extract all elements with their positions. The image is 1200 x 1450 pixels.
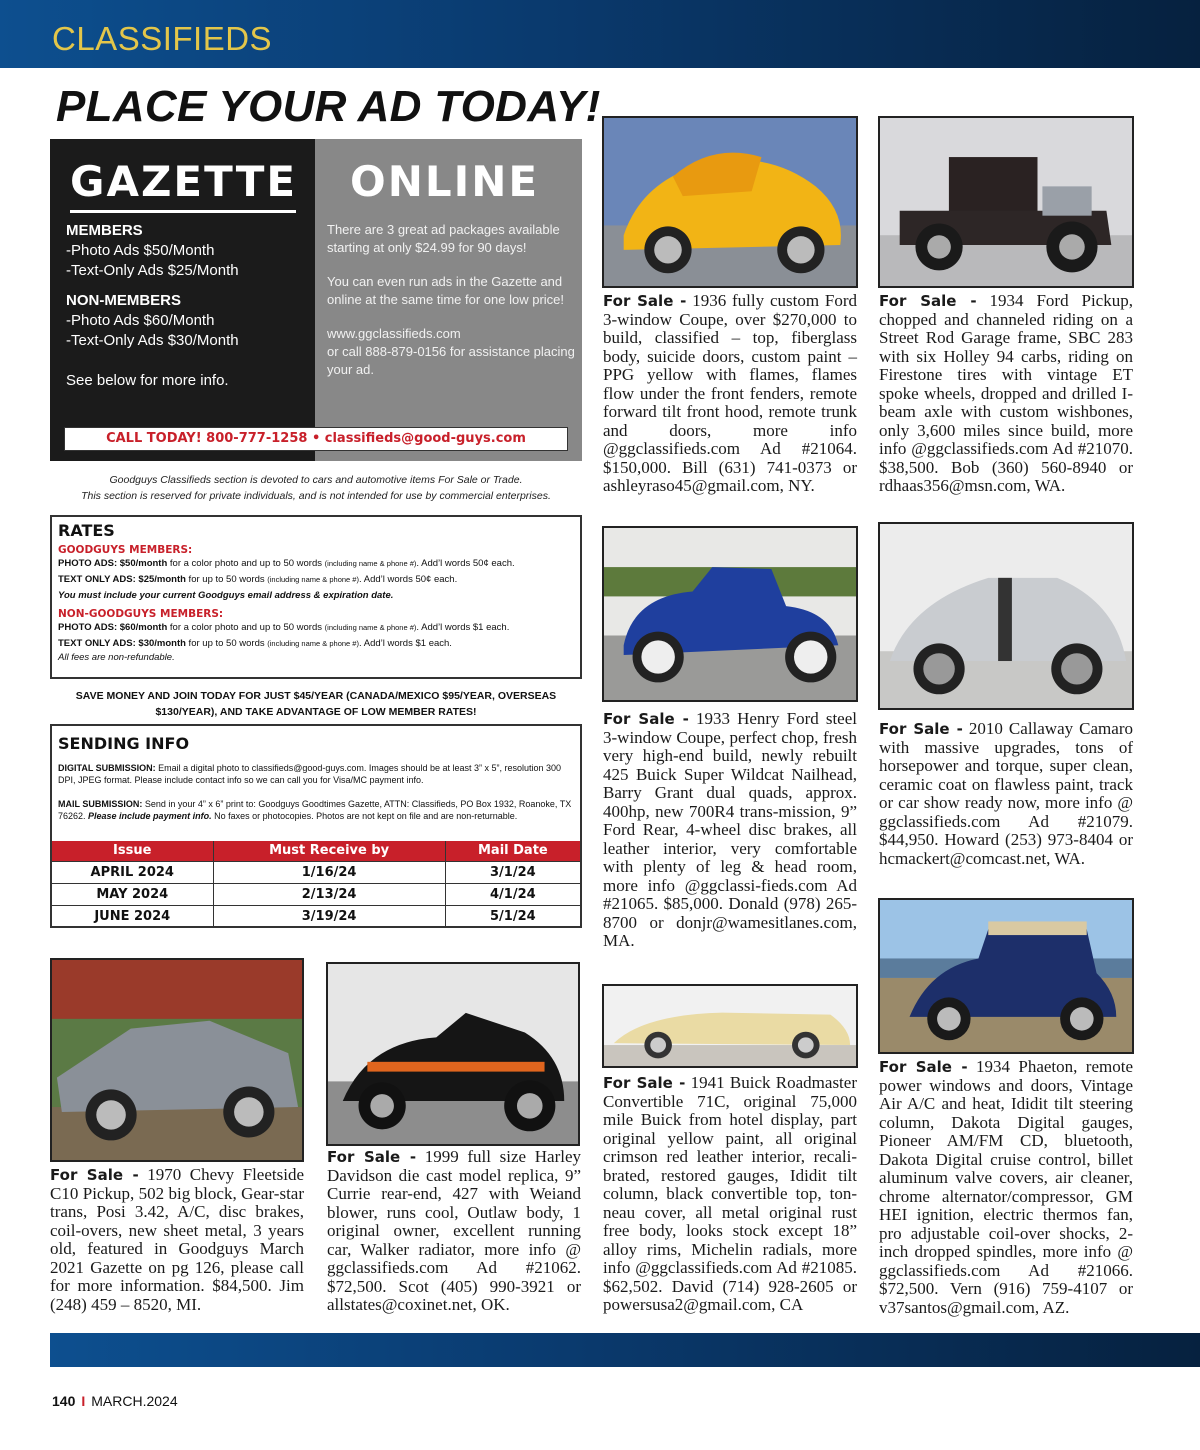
sending-info-title: SENDING INFO xyxy=(58,734,190,753)
online-combo-text: You can even run ads in the Gazette and online at the same time for one low price! xyxy=(327,274,565,307)
page-headline: PLACE YOUR AD TODAY! xyxy=(56,82,601,131)
photo-1970-chevy-c10 xyxy=(50,958,304,1162)
ad-1970-chevy-c10: For Sale - 1970 Chevy Fleetside C10 Pickup, 502 big block, Gear-star trans, Posi 3.42, A/C, disc brakes, coil-overs, new sheet metal, 3 years old, featured in Goodguys March 2021 Gazette on pg 126, please call for more information. $84,500. Jim (248) 459 – 8520, MI. xyxy=(50,1165,304,1314)
ad-1941-buick: For Sale - 1941 Buick Roadmaster Convertible 71C, original 75,000 mile Buick from hotel display, part original yellow paint, all original crimson red leather interior, recali-brated, restored gauges, Ididit tilt column, black convertible top, ton-neau cover, all metal original rust free body, looks stock except 18” alloy rims, Michelin radials, more info @ggclassifieds.com Ad #21085. $62,502. David (714) 928-2605 or powersusa2@gmail.com, CA xyxy=(603,1073,857,1314)
column-header: Must Receive by xyxy=(213,841,445,861)
section-title: CLASSIFIEDS xyxy=(52,20,273,57)
intro-line-1: Goodguys Classifieds section is devoted to cars and automotive items For Sale or Trade. xyxy=(109,474,523,486)
nonmembers-photo-price: -Photo Ads $60/Month xyxy=(66,312,215,329)
receive-cell: 3/19/24 xyxy=(213,905,445,927)
receive-cell: 2/13/24 xyxy=(213,883,445,905)
ad-2010-camaro: For Sale - 2010 Callaway Camaro with massive upgrades, tons of horsepower and torque, super clean, ceramic coat on flawless paint, track or car show ready now, more info @ ggclassifieds.com Ad #21079. $44,950. Howard (253) 973-8404 or hcmackert@comcast.net, WA. xyxy=(879,719,1133,868)
fees-note: All fees are non-refundable. xyxy=(58,652,175,663)
online-title: ONLINE xyxy=(350,157,540,206)
nonmembers-photo-rate: PHOTO ADS: $60/month for a color photo and up to 50 words (including name & phone #). Add’l words $1 each. xyxy=(58,622,510,633)
page-number: 140 xyxy=(52,1393,76,1409)
members-rates-heading: GOODGUYS MEMBERS: xyxy=(58,544,193,556)
gazette-title: GAZETTE xyxy=(70,157,296,213)
photo-1934-ford-pickup xyxy=(878,116,1134,288)
nonmembers-text-rate: TEXT ONLY ADS: $30/month for up to 50 words (including name & phone #). Add’l words $1 each. xyxy=(58,638,452,649)
photo-1934-phaeton xyxy=(878,898,1134,1054)
ad-harley-replica: For Sale - 1999 full size Harley Davidson die cast model replica, 9” Currie rear-end, 427 with Weiand blower, runs cool, Outlaw body, 1 original owner, excellent running car, Walker radiator, more info @ ggclassifieds.com Ad #21062. $72,500. Scot (405) 990-3921 or allstates@coxinet.net, OK. xyxy=(327,1147,581,1314)
issue-cell: APRIL 2024 xyxy=(52,861,213,883)
issue-date: MARCH.2024 xyxy=(91,1393,178,1409)
nonmembers-text-price: -Text-Only Ads $30/Month xyxy=(66,332,239,349)
intro-text xyxy=(50,472,582,504)
nonmembers-rates-heading: NON-GOODGUYS MEMBERS: xyxy=(58,608,224,620)
members-note: You must include your current Goodguys email address & expiration date. xyxy=(58,590,394,601)
online-panel xyxy=(315,139,582,461)
sending-info-box xyxy=(50,724,582,928)
members-heading: MEMBERS xyxy=(66,222,143,239)
footer-bar xyxy=(50,1333,1200,1367)
gazette-panel xyxy=(50,139,315,461)
gazette-pricing xyxy=(66,221,306,391)
table-row xyxy=(52,861,580,883)
table-row xyxy=(52,905,580,927)
ad-packages-box xyxy=(50,139,582,461)
mail-date-cell: 5/1/24 xyxy=(445,905,580,927)
mail-date-cell: 3/1/24 xyxy=(445,861,580,883)
photo-2010-camaro xyxy=(878,522,1134,710)
online-call-text: or call 888-879-0156 for assistance placing your ad. xyxy=(327,344,575,377)
members-text-rate: TEXT ONLY ADS: $25/month for up to 50 words (including name & phone #). Add’l words 50¢ each. xyxy=(58,574,458,585)
issue-cell: MAY 2024 xyxy=(52,883,213,905)
rates-box xyxy=(50,515,582,679)
save-money-text: SAVE MONEY AND JOIN TODAY FOR JUST $45/YEAR (CANADA/MEXICO $95/YEAR, OVERSEAS $130/YEAR), AND TAKE ADVANTAGE OF LOW MEMBER RATES! xyxy=(75,690,557,718)
deadline-table xyxy=(52,841,580,927)
page-footer: 140 I MARCH.2024 xyxy=(52,1393,178,1409)
issue-cell: JUNE 2024 xyxy=(52,905,213,927)
members-photo-rate: PHOTO ADS: $50/month for a color photo and up to 50 words (including name & phone #). Add’l words 50¢ each. xyxy=(58,558,515,569)
nonmembers-heading: NON-MEMBERS xyxy=(66,292,181,309)
ad-1934-ford-pickup: For Sale - 1934 Ford Pickup, chopped and channeled riding on a Street Rod Garage frame, SBC 283 with six Holley 94 carbs, riding on Firestone tires with vintage ET spoke wheels, dropped and drilled I-beam axle with custom wishbones, only 3,600 miles since build, more info @ggclassifieds.com Ad #21070. $38,500. Bob (360) 560-8940 or rdhaas356@msn.com, WA. xyxy=(879,291,1133,495)
ad-1936-ford-coupe: For Sale - 1936 fully custom Ford 3-window Coupe, over $270,000 to build, classified – top, fiberglass body, suicide doors, custom paint – PPG yellow with flames, flames flow under the front fenders, remote forward tilt front hood, remote trunk and doors, more info @ggclassifieds.com Ad #21064. $150,000. Bill (631) 741-0373 or ashleyraso45@gmail.com, NY. xyxy=(603,291,857,495)
intro-line-2: This section is reserved for private individuals, and is not intended for use by commercial enterprises. xyxy=(81,490,551,502)
rates-title: RATES xyxy=(58,521,115,540)
receive-cell: 1/16/24 xyxy=(213,861,445,883)
header-bar xyxy=(0,0,1200,68)
photo-1933-ford-coupe xyxy=(602,526,858,702)
online-packages-text: There are 3 great ad packages available starting at only $24.99 for 90 days! xyxy=(327,222,560,255)
online-info xyxy=(327,221,577,379)
photo-1936-ford-coupe xyxy=(602,116,858,288)
ad-1933-ford-coupe: For Sale - 1933 Henry Ford steel 3-window Coupe, perfect chop, fresh very high-end build, newly rebuilt 425 Buick Super Wildcat Nailhead, Barry Grant dual quads, approx. 400hp, new 700R4 trans-mission, 9” Ford Rear, 4-wheel disc brakes, all leather interior, very comfortable with plenty of leg & head room, more info @ggclassi-fieds.com Ad #21065. $85,000. Donald (978) 265-8700 or donjr@wamesitlanes.com, MA. xyxy=(603,709,857,950)
members-photo-price: -Photo Ads $50/Month xyxy=(66,242,215,259)
photo-harley-replica xyxy=(326,962,580,1146)
digital-submission: DIGITAL SUBMISSION: Email a digital photo to classifieds@good-guys.com. Images should be at least 3” x 5”, resolution 300 DPI, JPEG format. Please include contact info so we can call you for Visa/MC payment info. xyxy=(58,763,562,785)
online-url[interactable]: www.ggclassifieds.com xyxy=(327,326,461,341)
column-header: Issue xyxy=(52,841,213,861)
members-text-price: -Text-Only Ads $25/Month xyxy=(66,262,239,279)
column-header: Mail Date xyxy=(445,841,580,861)
mail-date-cell: 4/1/24 xyxy=(445,883,580,905)
table-row xyxy=(52,883,580,905)
see-below-note: See below for more info. xyxy=(66,372,229,389)
ad-1934-phaeton: For Sale - 1934 Phaeton, remote power windows and doors, Vintage Air A/C and heat, Ididit tilt steering column, Dakota Digital gauges, Pioneer AM/FM CD, bluetooth, Dakota Digital cruise control, billet aluminum valve covers, air cleaner, chrome alternator/compressor, GM HEI ignition, electric thermos fan, pro adjustable coil-over shocks, 2-inch dropped spindles, more info @ ggclassifieds.com Ad #21066. $72,500. Vern (916) 759-4107 or v37santos@gmail.com, AZ. xyxy=(879,1057,1133,1317)
photo-1941-buick-roadmaster xyxy=(602,984,858,1068)
call-today-banner[interactable]: CALL TODAY! 800-777-1258 • classifieds@good-guys.com xyxy=(64,427,568,451)
mail-submission: MAIL SUBMISSION: Send in your 4” x 6” print to: Goodguys Goodtimes Gazette, ATTN: Classifieds, PO Box 1932, Roanoke, TX 76262. Please include payment info. No faxes or photocopies. Photos are not kept on file and are non-returnable. xyxy=(58,799,572,821)
